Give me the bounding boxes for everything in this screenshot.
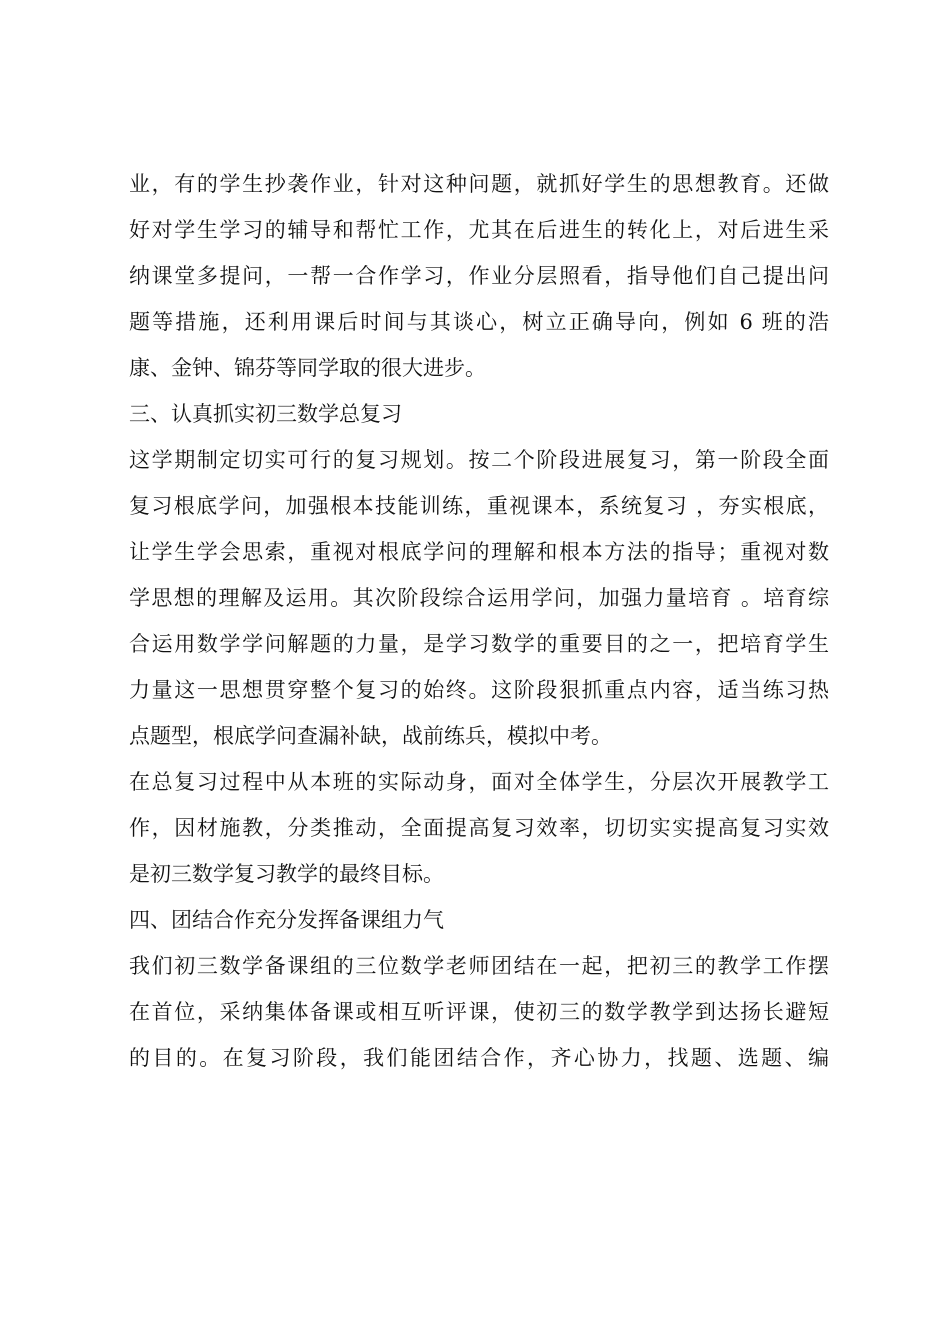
- text-line: 业，有的学生抄袭作业，针对这种问题，就抓好学生的思想教育。还做: [129, 172, 829, 196]
- paragraph-student-guidance: [129, 161, 829, 391]
- text-line: 题等措施，还利用课后时间与其谈心，树立正确导向，例如 6 班的浩: [129, 310, 829, 334]
- text-line: 在总复习过程中从本班的实际动身，面对全体学生，分层次开展教学工: [129, 770, 829, 794]
- text-line: 学思想的理解及运用。其次阶段综合运用学问，加强力量培育 。培育综: [129, 586, 829, 610]
- text-line: 这学期制定切实可行的复习规划。按二个阶段进展复习，第一阶段全面: [129, 448, 829, 472]
- text-line: 力量这一思想贯穿整个复习的始终。这阶段狠抓重点内容，适当练习热: [129, 678, 829, 702]
- text-line: 在首位，采纳集体备课或相互听评课，使初三的数学教学到达扬长避短: [129, 1000, 829, 1024]
- section-heading-4: 四、团结合作充分发挥备课组力气: [129, 908, 444, 932]
- text-line: 好对学生学习的辅导和帮忙工作，尤其在后进生的转化上，对后进生采: [129, 218, 829, 242]
- paragraph-review-process: [129, 759, 829, 897]
- section-heading-3: 三、认真抓实初三数学总复习: [129, 402, 402, 426]
- paragraph-review-plan: [129, 437, 829, 759]
- paragraph-teamwork: [129, 943, 829, 1081]
- text-line: 作，因材施教，分类推动，全面提高复习效率，切切实实提高复习实效: [129, 816, 829, 840]
- text-line: 的目的。在复习阶段，我们能团结合作，齐心协力，找题、选题、编: [129, 1046, 829, 1070]
- text-line: 康、金钟、锦芬等同学取的很大进步。: [129, 356, 486, 380]
- text-line: 是初三数学复习教学的最终目标。: [129, 862, 444, 886]
- text-line: 点题型，根底学问查漏补缺，战前练兵，模拟中考。: [129, 724, 612, 748]
- text-line: 让学生学会思索，重视对根底学问的理解和根本方法的指导；重视对数: [129, 540, 829, 564]
- text-line: 我们初三数学备课组的三位数学老师团结在一起，把初三的教学工作摆: [129, 954, 829, 978]
- text-line: 复习根底学问，加强根本技能训练，重视课本，系统复习 ，夯实根底，: [129, 494, 829, 518]
- document-body: [129, 161, 829, 1081]
- text-line: 纳课堂多提问，一帮一合作学习，作业分层照看，指导他们自己提出问: [129, 264, 829, 288]
- text-line: 合运用数学学问解题的力量，是学习数学的重要目的之一，把培育学生: [129, 632, 829, 656]
